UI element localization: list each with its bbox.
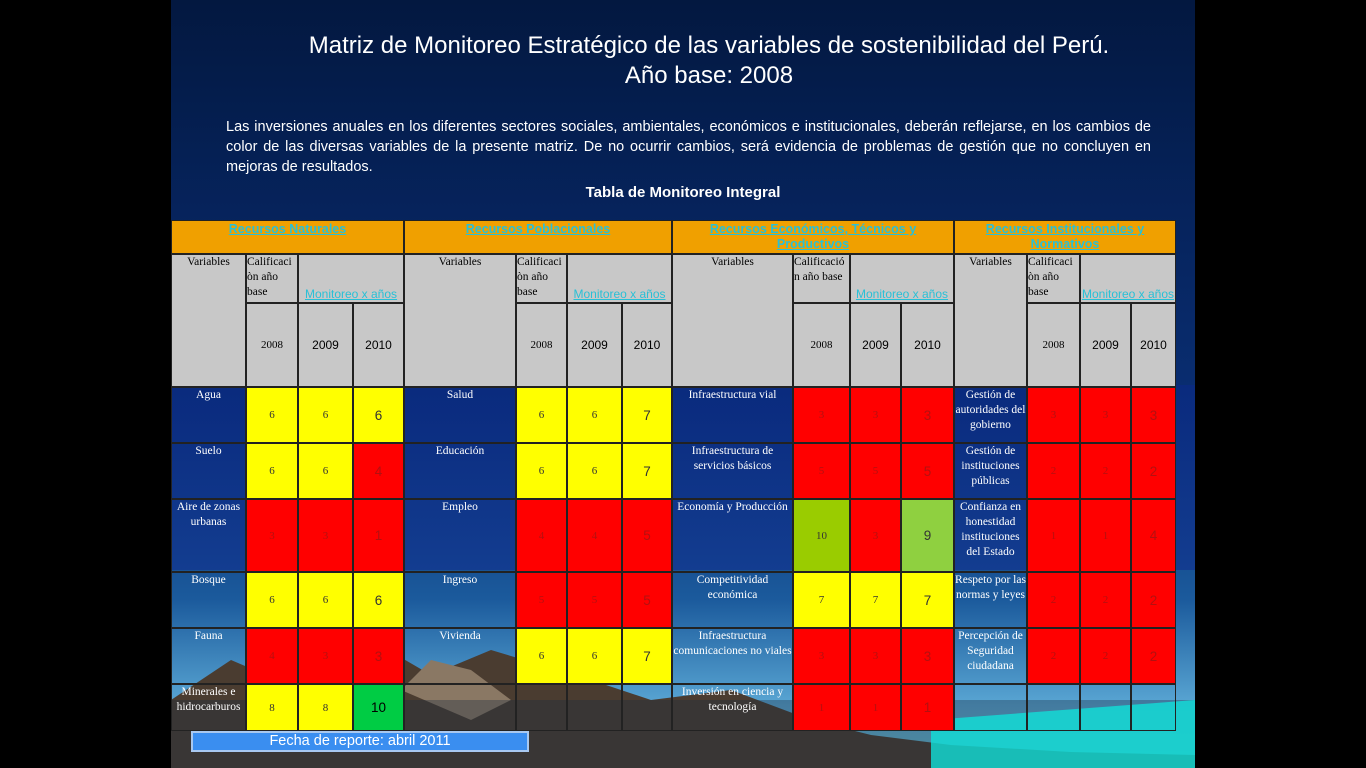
cell-text: 5 [643,528,651,543]
cell-text: 6 [538,650,545,662]
cell-text: 3 [374,648,383,664]
group-header[interactable] [672,220,954,254]
cell-text: 7 [643,463,651,479]
value-cell [353,387,404,443]
variable-name [171,572,246,628]
cell-text: 4 [591,529,598,542]
value-cell [353,684,404,731]
value-cell [1027,499,1080,572]
cell-text: Vivienda [439,630,481,642]
cell-text: 8 [322,701,329,714]
value-cell [298,684,353,731]
cell-text: Economía y Producción [677,501,788,513]
cell-text: 6 [322,594,329,606]
cell-text: 7 [643,407,651,423]
year-header-2009 [298,303,353,387]
variable-name [954,499,1027,572]
value-cell [793,443,850,499]
value-cell [567,499,622,572]
value-cell [622,387,672,443]
variables-header [404,254,516,387]
cell-text: Educación [435,445,485,457]
cell-text: 1 [1102,529,1109,542]
cell-text: 3 [872,650,879,662]
cell-text: 3 [1149,407,1158,423]
cell-text: 4 [1149,528,1158,543]
value-cell [1131,628,1176,684]
cell-text: Ingreso [442,574,478,586]
year-header-2008 [246,303,298,387]
variable-name [171,443,246,499]
cell-text: Minerales e hidrocarburos [176,686,241,713]
group-header[interactable] [954,220,1176,254]
page-subtitle: Año base: 2008 [624,62,794,89]
cell-text: 6 [591,409,598,421]
value-cell [622,628,672,684]
cell-text: 2 [1050,465,1057,477]
cell-text: 2010 [633,338,661,352]
value-cell [901,684,954,731]
table-title: Tabla de Monitoreo Integral [585,184,781,201]
value-cell [246,572,298,628]
value-cell [298,628,353,684]
variable-name [171,628,246,684]
cell-text: Confianza en honestidad instituciones del Estado [960,501,1021,558]
cell-text: Respeto por las normas y leyes [955,574,1026,601]
cell-text: 6 [269,594,275,606]
variable-name [954,628,1027,684]
cell-text: 2008 [810,339,833,351]
base-year-header [516,254,567,303]
cell-text: 3 [923,407,932,423]
base-year-header [1027,254,1080,303]
cell-text: 7 [643,648,651,664]
base-year-header [793,254,850,303]
value-cell [850,443,901,499]
cell-text: 5 [923,463,932,479]
value-cell [1027,572,1080,628]
value-cell [298,499,353,572]
value-cell [1131,443,1176,499]
year-header-2008 [516,303,567,387]
cell-text: Recursos Naturales [228,222,347,236]
cell-text: Agua [196,389,221,401]
cell-text: 5 [538,594,545,606]
cell-text: Calificació n año base [794,256,845,283]
cell-text: Monitoreo x años [573,287,666,301]
value-cell [1080,684,1131,731]
cell-text: Bosque [191,574,226,586]
cell-text: 6 [269,409,275,421]
value-cell [793,684,850,731]
cell-text: 4 [374,463,383,479]
value-cell [901,387,954,443]
cell-text: 6 [538,409,545,421]
cell-text: 5 [872,465,879,477]
cell-text: Variables [187,256,230,268]
cell-text: 1 [923,700,932,715]
value-cell [622,572,672,628]
cell-text: 3 [322,529,329,542]
cell-text: 2010 [914,338,941,352]
value-cell [622,499,672,572]
group-header[interactable] [171,220,404,254]
value-cell [850,572,901,628]
variable-name [404,387,516,443]
value-cell [901,572,954,628]
variable-name [672,572,793,628]
cell-text: Infraestructura comunicaciones no viales [673,630,792,657]
value-cell [901,628,954,684]
cell-text: Infraestructura de servicios básicos [691,445,774,472]
value-cell [353,443,404,499]
cell-text: 2010 [365,338,392,352]
value-cell [850,628,901,684]
value-cell [516,572,567,628]
cell-text: 7 [818,594,825,606]
cell-text: Percepción de Seguridad ciudadana [958,630,1023,672]
value-cell [1080,499,1131,572]
value-cell [353,499,404,572]
monitoring-header[interactable] [298,254,404,303]
cell-text: 6 [322,465,329,477]
value-cell [567,387,622,443]
value-cell [353,572,404,628]
value-cell [567,443,622,499]
monitoring-header[interactable] [567,254,672,303]
value-cell [567,572,622,628]
variable-name [954,443,1027,499]
cell-text: Calificaci òn año base [247,256,292,298]
cell-text: Recursos Institucionales y Normativos [985,222,1145,251]
cell-text: 1 [872,701,879,714]
variable-name [404,499,516,572]
cell-text: 3 [269,529,275,542]
variable-name [672,443,793,499]
intro-paragraph: Las inversiones anuales en los diferentes sectores sociales, ambientales, económicos e institucionales, deberán reflejarse, en los cambios de color de las diversas variables de la presente matriz. De no ocurrir cambios, será evidencia de problemas de gestión que no concluyen en mejoras de resultados. [226,119,1151,175]
value-cell [1080,628,1131,684]
value-cell [567,684,622,731]
variable-name [404,443,516,499]
cell-text: Calificaci òn año base [1028,256,1073,298]
cell-text: Competitividad económica [696,574,769,601]
cell-text: Variables [438,256,482,268]
year-header-2009 [567,303,622,387]
cell-text: 6 [374,592,383,608]
cell-text: 3 [1102,409,1109,421]
value-cell [622,443,672,499]
value-cell [246,387,298,443]
value-cell [1027,684,1080,731]
year-header-2008 [793,303,850,387]
cell-text: Calificaci òn año base [517,256,562,298]
variables-header [672,254,793,387]
cell-text: 4 [538,529,545,542]
cell-text: Aire de zonas urbanas [176,501,241,528]
value-cell [850,387,901,443]
value-cell [901,499,954,572]
cell-text: Gestión de instituciones públicas [961,445,1020,487]
variable-name [672,628,793,684]
value-cell [1131,499,1176,572]
cell-text: Recursos Poblacionales [465,222,611,236]
cell-text: Monitoreo x años [855,287,949,301]
cell-text: 2009 [862,338,889,352]
value-cell [353,628,404,684]
year-header-2009 [850,303,901,387]
value-cell [1080,572,1131,628]
cell-text: 3 [923,648,932,664]
value-cell [246,499,298,572]
variable-name [171,387,246,443]
cell-text: 1 [1050,529,1057,542]
cell-text: 6 [538,465,545,477]
variable-name [171,499,246,572]
variables-header [954,254,1027,387]
value-cell [793,628,850,684]
value-cell [298,443,353,499]
cell-text: 7 [872,594,879,606]
cell-text: Monitoreo x años [1081,287,1175,301]
value-cell [793,499,850,572]
cell-text: 3 [322,650,329,662]
value-cell [516,499,567,572]
cell-text: 2009 [312,338,339,352]
value-cell [298,572,353,628]
cell-text: Suelo [195,445,222,457]
cell-text: Recursos Económicos, Técnicos y Productivos [709,222,917,251]
value-cell [1131,684,1176,731]
report-date-box: Fecha de reporte: abril 2011 [191,731,529,752]
cell-text: 7 [923,592,932,608]
variable-name [404,684,516,731]
cell-text: 2008 [261,339,283,351]
cell-text: 2009 [581,338,608,352]
year-header-2009 [1080,303,1131,387]
cell-text: 3 [818,409,825,421]
cell-text: 10 [370,700,387,715]
monitoring-header[interactable] [1080,254,1176,303]
cell-text: Infraestructura vial [688,389,777,401]
value-cell [516,684,567,731]
cell-text: Empleo [442,501,478,513]
cell-text: Gestión de autoridades del gobierno [955,389,1026,431]
value-cell [850,684,901,731]
variable-name [171,684,246,731]
value-cell [1027,387,1080,443]
value-cell [793,387,850,443]
cell-text: 3 [818,650,825,662]
cell-text: 1 [818,701,825,714]
value-cell [516,628,567,684]
cell-text: 6 [269,465,275,477]
value-cell [246,443,298,499]
value-cell [298,387,353,443]
value-cell [622,684,672,731]
cell-text: 6 [374,407,383,423]
value-cell [516,387,567,443]
cell-text: 5 [818,465,825,477]
cell-text: 2 [1149,463,1158,479]
cell-text: 4 [269,650,275,662]
slide [171,0,1195,768]
cell-text: Variables [711,256,754,268]
cell-text: 9 [923,528,932,543]
base-year-header [246,254,298,303]
value-cell [246,684,298,731]
cell-text: 2 [1050,594,1057,606]
cell-text: 2 [1102,465,1109,477]
value-cell [793,572,850,628]
group-header[interactable] [404,220,672,254]
cell-text: 2010 [1140,338,1167,352]
cell-text: 2 [1102,650,1109,662]
cell-text: 1 [374,528,383,543]
year-header-2010 [622,303,672,387]
cell-text: 3 [872,409,879,421]
value-cell [850,499,901,572]
cell-text: 2 [1149,648,1158,664]
year-header-2008 [1027,303,1080,387]
cell-text: Inversión en ciencia y tecnología [681,686,784,713]
cell-text: Fauna [194,630,223,642]
value-cell [516,443,567,499]
year-header-2010 [353,303,404,387]
cell-text: 6 [322,409,329,421]
value-cell [1080,387,1131,443]
monitoring-header[interactable] [850,254,954,303]
cell-text: 5 [643,592,651,608]
cell-text: 2008 [1042,339,1065,351]
cell-text: 2 [1050,650,1057,662]
variable-name [954,387,1027,443]
cell-text: 3 [1050,409,1057,421]
value-cell [901,443,954,499]
year-header-2010 [901,303,954,387]
page-title: Matriz de Monitoreo Estratégico de las variables de sostenibilidad del Perú. [308,32,1110,59]
cell-text: 2 [1149,592,1158,608]
cell-text: 3 [872,529,879,542]
cell-text: 2008 [530,339,553,351]
variable-name [404,572,516,628]
cell-text: Monitoreo x años [304,287,398,301]
variable-name [672,387,793,443]
cell-text: 6 [591,650,598,662]
cell-text: 6 [591,465,598,477]
year-header-2010 [1131,303,1176,387]
value-cell [1131,387,1176,443]
variable-name [672,499,793,572]
value-cell [1080,443,1131,499]
variable-name [672,684,793,731]
variables-header [171,254,246,387]
value-cell [1027,628,1080,684]
value-cell [1131,572,1176,628]
variable-name [954,572,1027,628]
value-cell [246,628,298,684]
cell-text: 5 [591,594,598,606]
cell-text: 2 [1102,594,1109,606]
cell-text: 2009 [1092,338,1119,352]
variable-name [954,684,1027,731]
value-cell [1027,443,1080,499]
value-cell [567,628,622,684]
cell-text: Variables [969,256,1012,268]
cell-text: 10 [816,529,827,542]
cell-text: Salud [446,389,474,401]
variable-name [404,628,516,684]
cell-text: 8 [269,701,275,714]
